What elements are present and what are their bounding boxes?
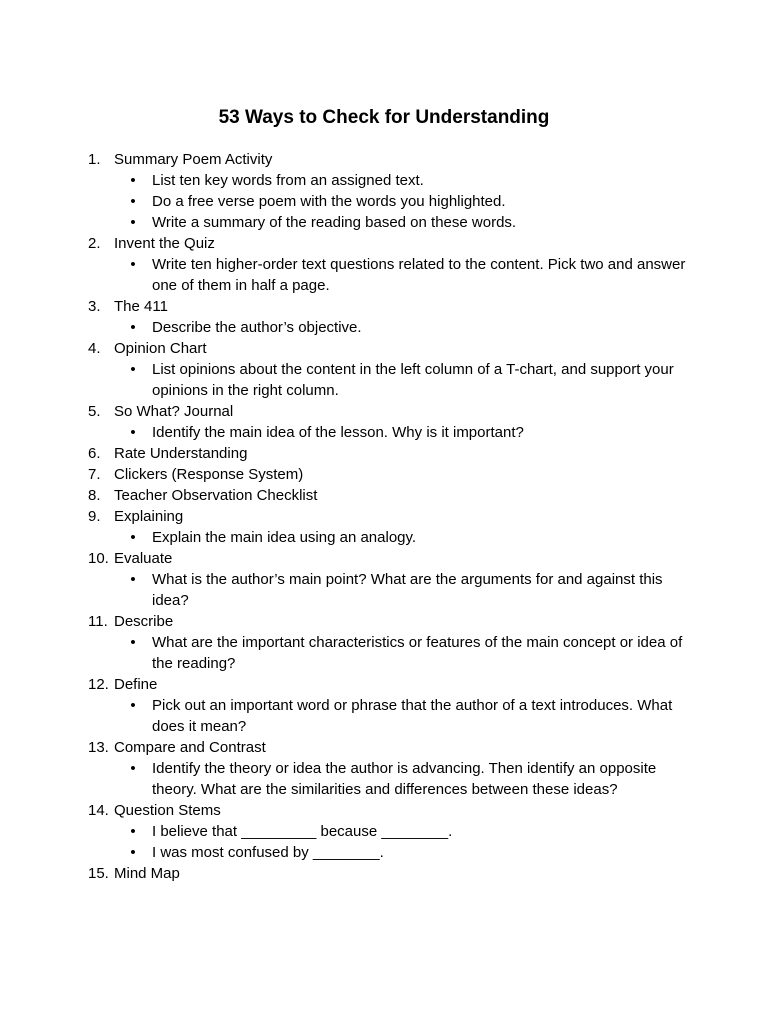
item-number: 13. [88,739,109,756]
item-label: Compare and Contrast [114,739,266,756]
bullet-list [88,527,688,548]
list-item-heading [88,464,688,485]
bullet-text: Do a free verse poem with the words you highlighted. [152,193,506,210]
bullet-text: List ten key words from an assigned text. [152,172,424,189]
item-number: 5. [88,403,101,420]
item-number: 3. [88,298,101,315]
bullet-list [88,569,688,611]
list-item-heading [88,548,688,569]
list-item-heading [88,443,688,464]
item-label: So What? Journal [114,403,234,420]
bullet-icon: • [130,529,136,546]
bullet-item [126,842,688,863]
item-number: 10. [88,550,109,567]
bullet-icon: • [130,193,136,210]
bullet-item [126,422,688,443]
bullet-text: I was most confused by ________. [152,844,384,861]
list-item-heading [88,674,688,695]
bullet-item [126,632,688,674]
item-label: Invent the Quiz [114,235,215,252]
item-number: 12. [88,676,109,693]
bullet-text: Explain the main idea using an analogy. [152,529,417,546]
item-number: 1. [88,151,101,168]
bullet-icon: • [130,361,136,378]
list-item [88,464,688,485]
bullet-icon: • [130,634,136,651]
bullet-item [126,758,688,800]
item-number: 15. [88,865,109,882]
bullet-list [88,632,688,674]
bullet-list [88,359,688,401]
list-item [88,149,688,233]
bullet-icon: • [130,760,136,777]
item-number: 4. [88,340,101,357]
list-item [88,548,688,611]
bullet-icon: • [130,214,136,231]
list-item-heading [88,296,688,317]
list-item [88,800,688,863]
list-item [88,233,688,296]
bullet-list [88,821,688,863]
bullet-text: Write a summary of the reading based on these words. [152,214,517,231]
item-number: 9. [88,508,101,525]
bullet-item [126,359,688,401]
bullet-text: What is the author’s main point? What are the arguments for and against this idea? [152,571,663,609]
list-item-heading [88,338,688,359]
numbered-list [88,149,688,884]
list-item [88,485,688,506]
item-number: 8. [88,487,101,504]
bullet-icon: • [130,256,136,273]
list-item-heading [88,401,688,422]
list-item [88,401,688,443]
item-label: Question Stems [114,802,221,819]
list-item [88,296,688,338]
list-item [88,443,688,464]
item-label: Clickers (Response System) [114,466,304,483]
list-item-heading [88,233,688,254]
bullet-icon: • [130,697,136,714]
item-label: Summary Poem Activity [114,151,273,168]
bullet-icon: • [130,844,136,861]
bullet-icon: • [130,424,136,441]
bullet-icon: • [130,319,136,336]
list-item [88,674,688,737]
item-label: Describe [114,613,174,630]
list-item-heading [88,149,688,170]
bullet-text: I believe that _________ because ________. [152,823,453,840]
bullet-item [126,317,688,338]
item-label: Explaining [114,508,184,525]
bullet-item [126,527,688,548]
list-item-heading [88,737,688,758]
list-item [88,611,688,674]
item-number: 14. [88,802,109,819]
list-item-heading [88,506,688,527]
bullet-list [88,422,688,443]
list-item [88,506,688,548]
bullet-text: What are the important characteristics or features of the main concept or idea of the reading? [152,634,683,672]
bullet-text: List opinions about the content in the left column of a T-chart, and support your opinions in the right column. [152,361,674,399]
bullet-icon: • [130,823,136,840]
item-number: 6. [88,445,101,462]
item-label: Define [114,676,158,693]
bullet-list [88,170,688,233]
bullet-item [126,821,688,842]
bullet-icon: • [130,571,136,588]
item-label: Teacher Observation Checklist [114,487,318,504]
list-item [88,863,688,884]
page-title: 53 Ways to Check for Understanding [218,107,550,128]
item-number: 7. [88,466,101,483]
bullet-icon: • [130,172,136,189]
bullet-item [126,695,688,737]
bullet-text: Describe the author’s objective. [152,319,362,336]
bullet-text: Identify the theory or idea the author is advancing. Then identify an opposite theory. What are the similarities and differences between these ideas? [152,760,657,798]
item-label: Mind Map [114,865,180,882]
list-item [88,737,688,800]
bullet-text: Pick out an important word or phrase that the author of a text introduces. What does it mean? [152,697,673,735]
item-label: Rate Understanding [114,445,248,462]
list-item-heading [88,800,688,821]
bullet-text: Write ten higher-order text questions related to the content. Pick two and answer one of them in half a page. [152,256,686,294]
list-item-heading [88,485,688,506]
item-number: 2. [88,235,101,252]
bullet-list [88,317,688,338]
bullet-text: Identify the main idea of the lesson. Why is it important? [152,424,524,441]
bullet-item [126,212,688,233]
bullet-list [88,254,688,296]
item-label: The 411 [114,298,168,315]
list-item [88,338,688,401]
bullet-list [88,695,688,737]
bullet-item [126,569,688,611]
item-label: Opinion Chart [114,340,207,357]
bullet-item [126,170,688,191]
bullet-list [88,758,688,800]
item-label: Evaluate [114,550,173,567]
item-number: 11. [88,613,108,630]
bullet-item [126,191,688,212]
bullet-item [126,254,688,296]
list-item-heading [88,863,688,884]
list-item-heading [88,611,688,632]
